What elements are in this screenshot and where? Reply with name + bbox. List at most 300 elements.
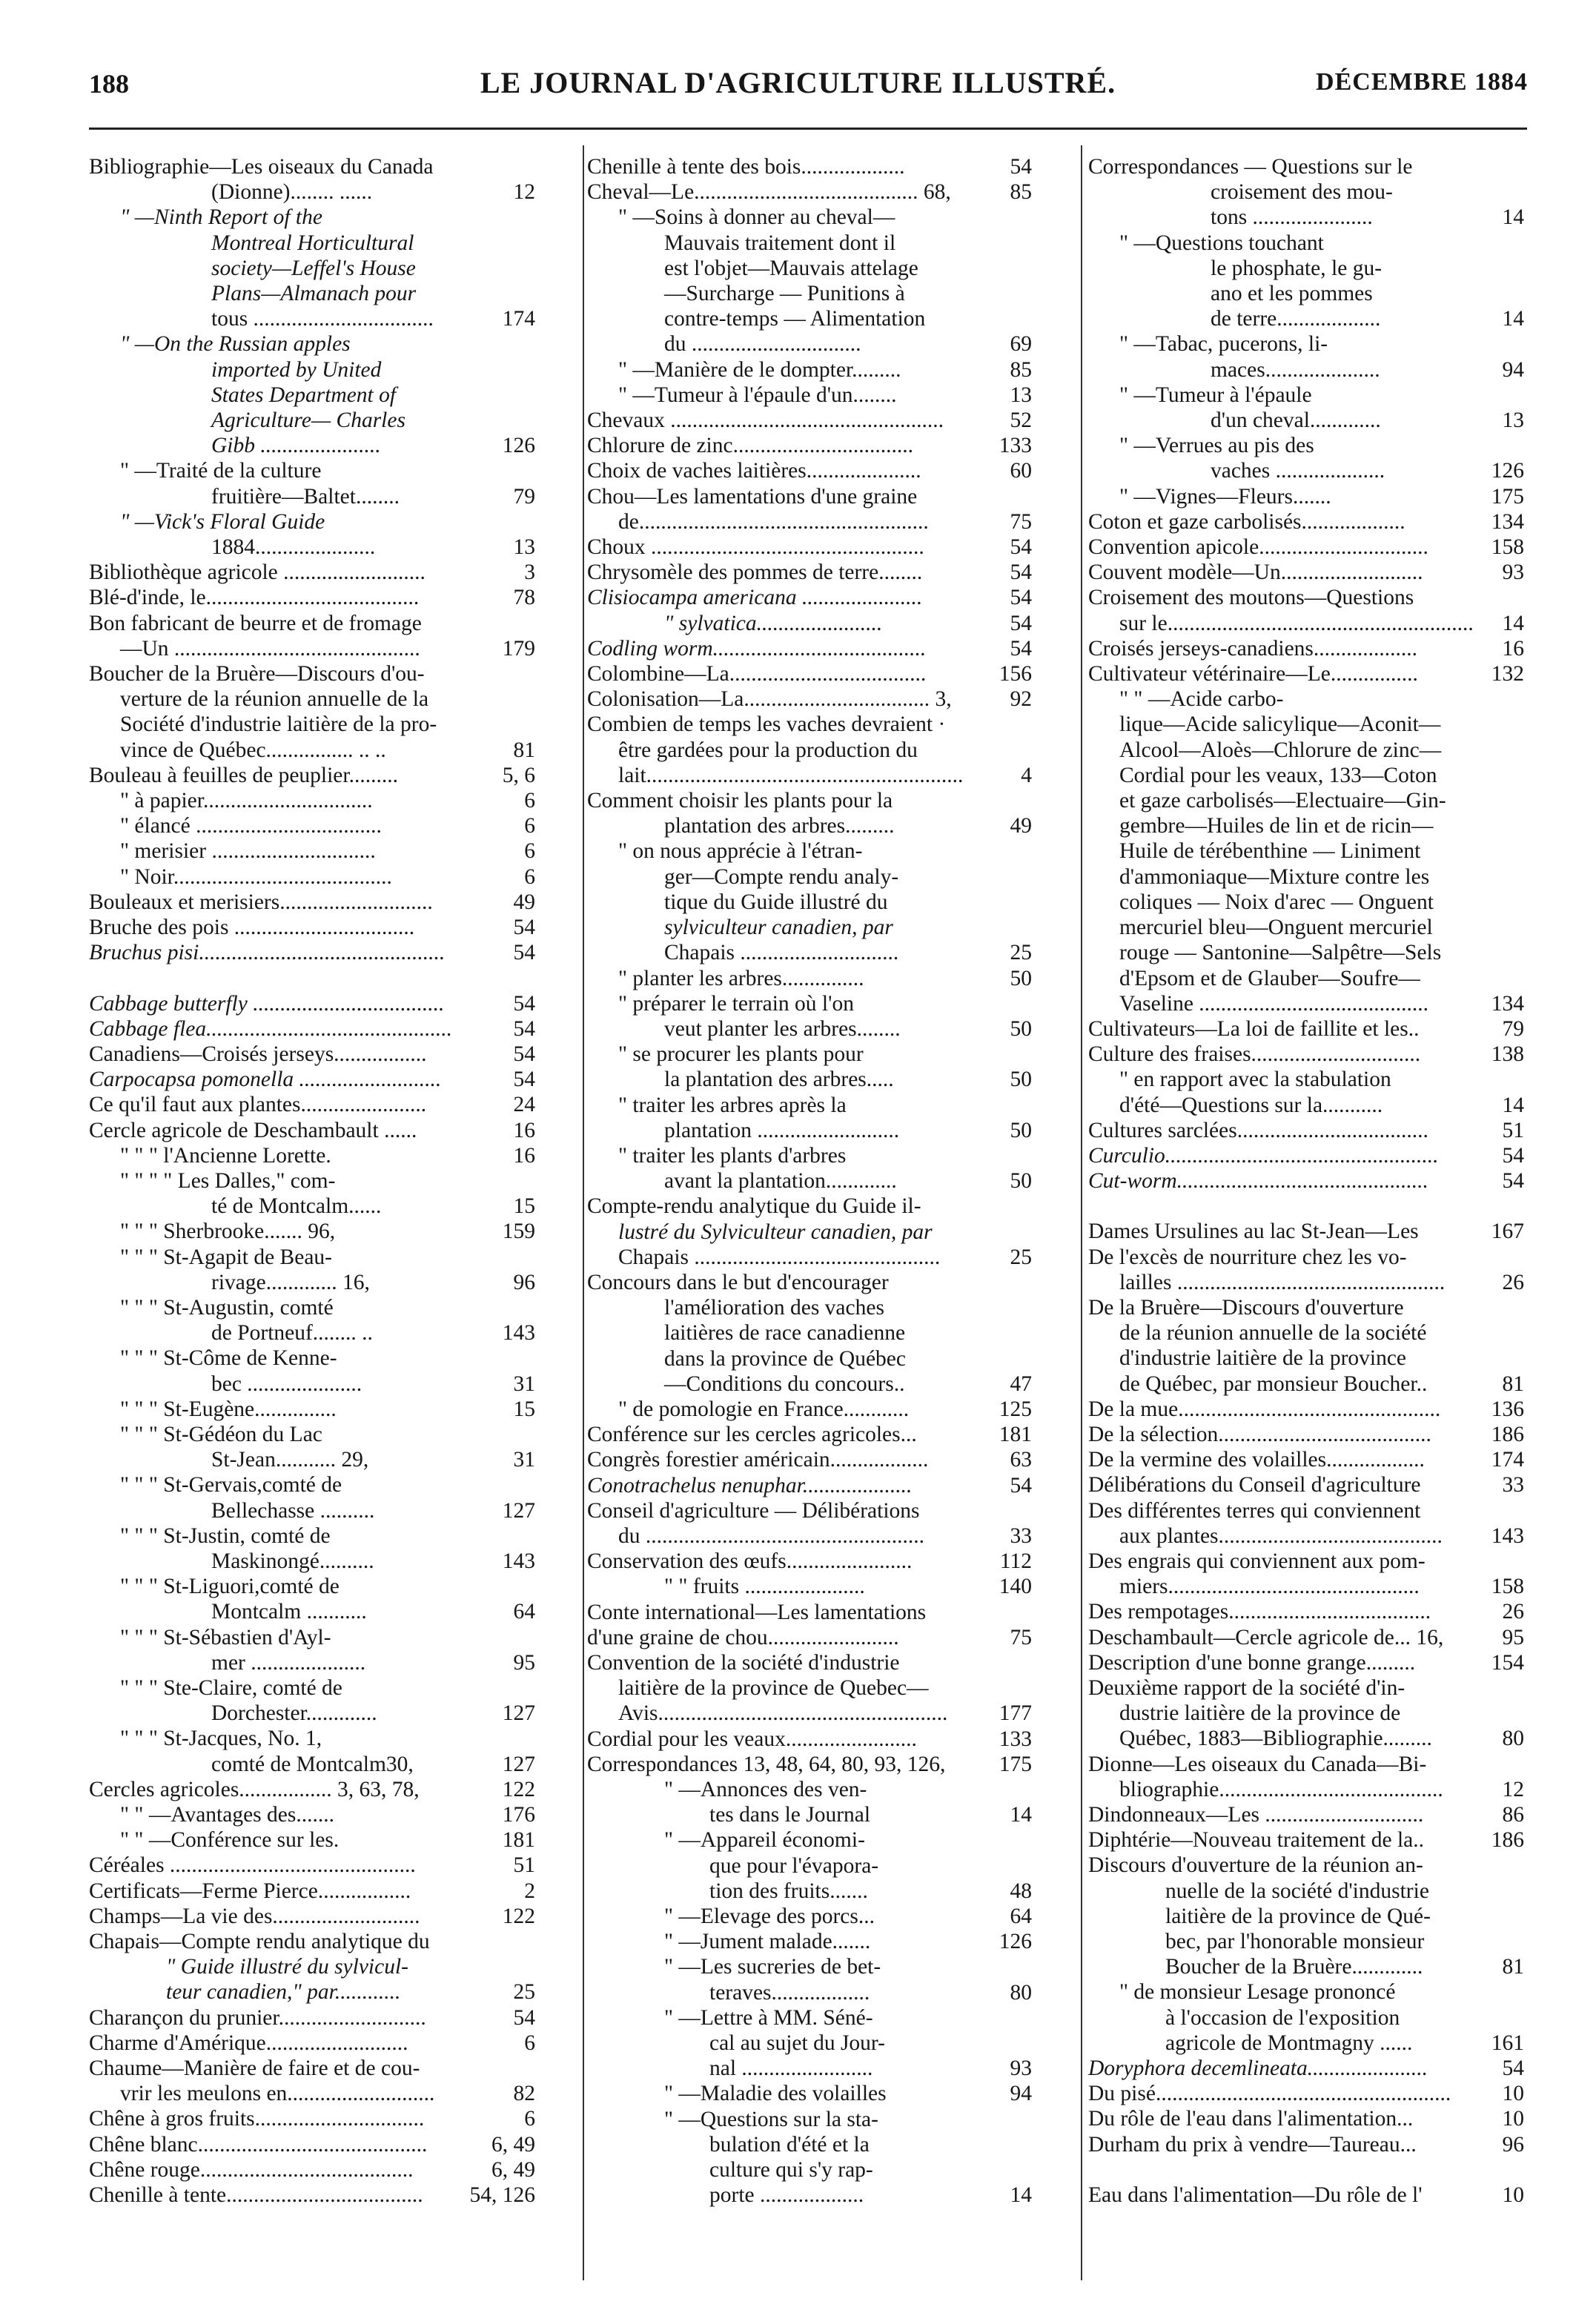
entry-page-ref: 14 bbox=[1010, 2183, 1032, 2208]
index-entry bbox=[1088, 966, 1524, 991]
index-entry bbox=[1088, 331, 1524, 357]
index-entry bbox=[89, 1447, 535, 1472]
index-entry bbox=[89, 1904, 535, 1929]
index-entry bbox=[1088, 509, 1524, 535]
entry-text: Cabbage flea............................................. bbox=[89, 1016, 453, 1041]
index-entry bbox=[587, 763, 1032, 788]
entry-page-ref: 6 bbox=[524, 789, 535, 813]
entry-text: Conte international—Les lamentations bbox=[587, 1600, 927, 1624]
entry-text: rivage............. 16, bbox=[211, 1270, 370, 1294]
entry-page-ref: 33 bbox=[1502, 1473, 1524, 1497]
index-entry bbox=[1088, 1523, 1524, 1549]
index-entry bbox=[587, 1067, 1032, 1092]
index-entry bbox=[587, 231, 1032, 256]
index-entry bbox=[89, 661, 535, 686]
entry-text: Bouleau à feuilles de peuplier......... bbox=[89, 763, 398, 787]
entry-text: Deuxième rapport de la société d'in- bbox=[1088, 1675, 1405, 1700]
entry-text: Des engrais qui conviennent aux pom- bbox=[1088, 1549, 1426, 1573]
entry-text: " —Questions sur la sta- bbox=[664, 2107, 878, 2131]
entry-text: " traiter les arbres après la bbox=[618, 1093, 847, 1117]
index-entry bbox=[89, 1472, 535, 1497]
entry-text: verture de la réunion annuelle de la bbox=[120, 687, 429, 712]
index-entry bbox=[89, 2005, 535, 2031]
entry-text: Convention de la société d'industrie bbox=[587, 1650, 900, 1675]
entry-text: cal au sujet du Jour- bbox=[709, 2031, 885, 2056]
index-entry bbox=[89, 231, 535, 256]
entry-text: " —Jument malade....... bbox=[664, 1930, 871, 1954]
entry-text: " " " St-Eugène............... bbox=[120, 1397, 337, 1421]
entry-page-ref: 50 bbox=[1010, 966, 1032, 990]
entry-text: lustré du Sylviculteur canadien, par bbox=[618, 1219, 933, 1244]
entry-text: d'été—Questions sur la........... bbox=[1119, 1093, 1383, 1117]
index-entry bbox=[587, 1168, 1032, 1194]
entry-page-ref: 85 bbox=[1010, 180, 1032, 205]
entry-page-ref: 159 bbox=[502, 1219, 535, 1244]
index-entry bbox=[1088, 712, 1524, 737]
index-entry bbox=[587, 2005, 1032, 2031]
entry-page-ref: 86 bbox=[1502, 1803, 1524, 1827]
entry-text: Conférence sur les cercles agricoles... bbox=[587, 1423, 917, 1447]
entry-text: culture qui s'y rap- bbox=[709, 2158, 873, 2182]
entry-text: Cultivateur vétérinaire—Le................ bbox=[1088, 662, 1418, 686]
entry-text: Chapais ............................................. bbox=[618, 1245, 941, 1269]
entry-page-ref: 158 bbox=[1491, 535, 1524, 560]
entry-page-ref: 179 bbox=[502, 636, 535, 661]
entry-text: Conotrachelus nenuphar.................... bbox=[587, 1473, 913, 1497]
index-entry bbox=[587, 458, 1032, 483]
index-entry bbox=[1088, 1625, 1524, 1650]
index-entry bbox=[1088, 1879, 1524, 1904]
index-entry bbox=[89, 560, 535, 585]
entry-text: Convention apicole............................... bbox=[1088, 535, 1428, 560]
entry-page-ref: 16 bbox=[513, 1143, 535, 1168]
index-entry bbox=[587, 813, 1032, 838]
index-entry bbox=[89, 686, 535, 712]
entry-text: Des rempotages..................................... bbox=[1088, 1600, 1431, 1624]
entry-text: maces..................... bbox=[1211, 357, 1380, 382]
entry-text: Mauvais traitement dont il bbox=[664, 231, 896, 255]
entry-page-ref: 133 bbox=[999, 1727, 1032, 1751]
index-entry bbox=[89, 636, 535, 661]
entry-page-ref: 134 bbox=[1491, 509, 1524, 534]
entry-text: tous ................................. bbox=[211, 307, 434, 331]
entry-page-ref: 6, 49 bbox=[491, 2157, 535, 2182]
entry-page-ref: 154 bbox=[1491, 1650, 1524, 1675]
entry-text: " —Appareil économi- bbox=[664, 1828, 865, 1853]
entry-text: Congrès forestier américain.................. bbox=[587, 1448, 929, 1472]
index-entry bbox=[89, 2106, 535, 2131]
index-entry bbox=[587, 788, 1032, 813]
entry-page-ref: 54 bbox=[1502, 1143, 1524, 1168]
entry-page-ref: 186 bbox=[1491, 1828, 1524, 1853]
entry-text: Vaseline .......................................... bbox=[1119, 991, 1429, 1016]
entry-text: Chaume—Manière de faire et de cou- bbox=[89, 2056, 420, 2081]
index-entry bbox=[1088, 1853, 1524, 1878]
entry-text: bec ..................... bbox=[211, 1371, 362, 1396]
entry-text: " " " St-Côme de Kenne- bbox=[120, 1346, 337, 1371]
entry-text: bec, par l'honorable monsieur bbox=[1165, 1930, 1425, 1954]
index-entry bbox=[1088, 1472, 1524, 1497]
index-entry bbox=[587, 585, 1032, 610]
index-entry bbox=[89, 1397, 535, 1422]
entry-text: Boucher de la Bruère............. bbox=[1165, 1955, 1423, 1979]
index-entry bbox=[587, 1954, 1032, 1979]
index-entry bbox=[1088, 205, 1524, 230]
index-entry bbox=[89, 1599, 535, 1624]
index-entry bbox=[587, 864, 1032, 890]
entry-text: Chou—Les lamentations d'une graine bbox=[587, 484, 918, 509]
index-entry bbox=[587, 1574, 1032, 1599]
index-entry bbox=[1088, 281, 1524, 306]
index-entry bbox=[89, 2081, 535, 2106]
index-entry bbox=[89, 1016, 535, 1042]
entry-text: Céréales ............................................. bbox=[89, 1853, 416, 1878]
index-entry bbox=[587, 484, 1032, 509]
index-entry bbox=[1088, 2182, 1524, 2208]
entry-text: bliographie......................................... bbox=[1119, 1777, 1443, 1801]
entry-text: " —Vick's Floral Guide bbox=[120, 509, 325, 534]
index-entry bbox=[89, 1118, 535, 1143]
entry-page-ref: 75 bbox=[1010, 509, 1032, 534]
entry-text: Bibliographie—Les oiseaux du Canada bbox=[89, 155, 434, 179]
entry-page-ref: 15 bbox=[513, 1397, 535, 1421]
entry-text: Délibérations du Conseil d'agriculture bbox=[1088, 1473, 1421, 1497]
index-entry bbox=[1088, 1219, 1524, 1244]
index-entry bbox=[587, 1371, 1032, 1397]
entry-page-ref: 94 bbox=[1010, 2082, 1032, 2106]
index-entry bbox=[587, 154, 1032, 179]
index-entry bbox=[89, 1929, 535, 1954]
index-entry bbox=[1088, 1752, 1524, 1777]
entry-spacer bbox=[89, 966, 535, 991]
entry-text: agricole de Montmagny ...... bbox=[1165, 2031, 1413, 2055]
index-entry bbox=[587, 712, 1032, 737]
entry-text: Dindonneaux—Les ............................. bbox=[1088, 1803, 1424, 1827]
entry-text: comté de Montcalm30, bbox=[211, 1752, 414, 1776]
entry-page-ref: 80 bbox=[1010, 1980, 1032, 2005]
entry-page-ref: 47 bbox=[1010, 1371, 1032, 1396]
entry-text: " " —Conférence sur les. bbox=[120, 1828, 340, 1853]
entry-text: " merisier .............................. bbox=[120, 839, 376, 864]
entry-text: gembre—Huiles de lin et de ricin— bbox=[1119, 814, 1434, 838]
index-entry bbox=[587, 1498, 1032, 1523]
entry-page-ref: 140 bbox=[999, 1575, 1032, 1599]
entry-text: mer ..................... bbox=[211, 1650, 366, 1675]
index-entry bbox=[587, 1701, 1032, 1726]
index-entry bbox=[89, 484, 535, 509]
entry-text: Durham du prix à vendre—Taureau... bbox=[1088, 2132, 1417, 2157]
entry-text: Compte-rendu analytique du Guide il- bbox=[587, 1194, 921, 1219]
entry-text: " " " Ste-Claire, comté de bbox=[120, 1675, 342, 1700]
index-entry bbox=[1088, 1371, 1524, 1397]
index-entry bbox=[89, 991, 535, 1016]
entry-text: Champs—La vie des........................... bbox=[89, 1904, 420, 1928]
entry-text: Agriculture— Charles bbox=[211, 408, 405, 433]
entry-text: Charançon du prunier........................... bbox=[89, 2005, 426, 2030]
entry-text: Chêne à gros fruits............................... bbox=[89, 2107, 425, 2131]
entry-text: (Dionne)........ ...... bbox=[211, 180, 373, 205]
entry-text: " " " St-Gédéon du Lac bbox=[120, 1422, 322, 1446]
index-entry bbox=[587, 1042, 1032, 1067]
index-entry bbox=[587, 357, 1032, 383]
entry-page-ref: 143 bbox=[502, 1321, 535, 1346]
entry-text: porte ................... bbox=[709, 2183, 864, 2208]
entry-text: que pour l'évapora- bbox=[709, 1853, 879, 1878]
entry-page-ref: 54 bbox=[513, 916, 535, 940]
index-entry bbox=[1088, 2106, 1524, 2131]
entry-text: " " " St-Agapit de Beau- bbox=[120, 1245, 332, 1269]
index-entry bbox=[587, 1980, 1032, 2005]
entry-text: " Noir........................................ bbox=[120, 864, 392, 889]
entry-page-ref: 13 bbox=[1010, 383, 1032, 407]
entry-page-ref: 82 bbox=[513, 2082, 535, 2106]
entry-text: Carpocapsa pomonella .......................... bbox=[89, 1068, 442, 1092]
entry-text: Bibliothèque agricole .......................... bbox=[89, 560, 426, 585]
index-entry bbox=[89, 1625, 535, 1650]
entry-text: Codling worm....................................... bbox=[587, 636, 927, 661]
entry-text: Du rôle de l'eau dans l'alimentation... bbox=[1088, 2107, 1414, 2131]
index-entry bbox=[587, 1194, 1032, 1219]
entry-page-ref: 12 bbox=[513, 180, 535, 205]
index-entry bbox=[1088, 1827, 1524, 1853]
entry-text: " Guide illustré du sylvicul- bbox=[166, 1955, 408, 1979]
entry-text: Chapais ............................. bbox=[664, 941, 899, 965]
entry-text: Charme d'Amérique.......................... bbox=[89, 2031, 408, 2055]
entry-page-ref: 49 bbox=[1010, 814, 1032, 838]
entry-text: tons ...................... bbox=[1211, 205, 1373, 230]
entry-page-ref: 93 bbox=[1502, 560, 1524, 585]
index-entry bbox=[1088, 1016, 1524, 1042]
index-entry bbox=[89, 1523, 535, 1549]
entry-text: miers.............................................. bbox=[1119, 1575, 1420, 1599]
index-entry bbox=[89, 738, 535, 763]
index-column-3 bbox=[1088, 154, 1524, 2208]
index-entry bbox=[1088, 1320, 1524, 1346]
index-entry bbox=[1088, 1093, 1524, 1118]
index-entry bbox=[89, 2182, 535, 2208]
entry-page-ref: 143 bbox=[502, 1549, 535, 1573]
index-entry bbox=[1088, 661, 1524, 686]
entry-page-ref: 94 bbox=[1502, 357, 1524, 382]
entry-page-ref: 15 bbox=[513, 1194, 535, 1219]
index-entry bbox=[1088, 1701, 1524, 1726]
entry-text: teraves.................. bbox=[709, 1980, 870, 2005]
entry-page-ref: 54 bbox=[1502, 1169, 1524, 1194]
index-entry bbox=[89, 1827, 535, 1853]
index-entry bbox=[1088, 256, 1524, 281]
index-entry bbox=[587, 2081, 1032, 2106]
index-entry bbox=[89, 458, 535, 483]
index-entry bbox=[1088, 179, 1524, 205]
index-entry bbox=[1088, 1042, 1524, 1067]
entry-text: " " " " Les Dalles," com- bbox=[120, 1168, 336, 1193]
entry-page-ref: 6, 49 bbox=[491, 2132, 535, 2157]
index-entry bbox=[89, 1219, 535, 1244]
entry-text: coliques — Noix d'arec — Onguent bbox=[1119, 890, 1434, 914]
entry-text: Choux .................................................. bbox=[587, 535, 924, 560]
index-entry bbox=[1088, 433, 1524, 458]
entry-page-ref: 96 bbox=[513, 1270, 535, 1294]
index-entry bbox=[1088, 1726, 1524, 1751]
entry-page-ref: 10 bbox=[1502, 2082, 1524, 2106]
index-entry bbox=[1088, 1979, 1524, 2005]
entry-text: Société d'industrie laitière de la pro- bbox=[120, 712, 437, 737]
entry-text: Correspondances 13, 48, 64, 80, 93, 126, bbox=[587, 1752, 946, 1776]
entry-text: d'une graine de chou........................ bbox=[587, 1625, 899, 1649]
entry-text: té de Montcalm...... bbox=[211, 1194, 382, 1219]
index-entry bbox=[1088, 1675, 1524, 1701]
entry-text: de Québec, par monsieur Boucher.. bbox=[1119, 1371, 1428, 1396]
entry-text: plantation .......................... bbox=[664, 1118, 900, 1142]
entry-page-ref: 31 bbox=[513, 1448, 535, 1472]
entry-text: Concours dans le but d'encourager bbox=[587, 1270, 889, 1294]
index-entry bbox=[587, 661, 1032, 686]
index-entry bbox=[1088, 1574, 1524, 1599]
entry-text: " —Tumeur à l'épaule d'un........ bbox=[618, 383, 897, 407]
entry-page-ref: 158 bbox=[1491, 1575, 1524, 1599]
index-entry bbox=[89, 1270, 535, 1295]
entry-page-ref: 95 bbox=[513, 1650, 535, 1675]
index-entry bbox=[587, 611, 1032, 636]
entry-text: Colombine—La.................................... bbox=[587, 662, 927, 686]
index-entry bbox=[89, 509, 535, 535]
index-entry bbox=[89, 712, 535, 737]
entry-page-ref: 127 bbox=[502, 1701, 535, 1726]
entry-text: " " fruits ...................... bbox=[664, 1575, 865, 1599]
entry-page-ref: 177 bbox=[999, 1701, 1032, 1726]
index-entry bbox=[89, 331, 535, 357]
entry-text: Gibb ...................... bbox=[211, 434, 381, 458]
index-entry bbox=[587, 890, 1032, 915]
entry-spacer bbox=[1088, 1194, 1524, 1219]
entry-text: Croisés jerseys-canadiens................... bbox=[1088, 636, 1418, 661]
entry-page-ref: 54 bbox=[1010, 636, 1032, 661]
entry-text: Montcalm ........... bbox=[211, 1600, 367, 1624]
entry-page-ref: 175 bbox=[1491, 484, 1524, 509]
entry-page-ref: 6 bbox=[524, 839, 535, 864]
entry-text: teur canadien," par............ bbox=[166, 1980, 401, 2005]
index-entry bbox=[1088, 1143, 1524, 1168]
index-entry bbox=[587, 1879, 1032, 1904]
entry-page-ref: 95 bbox=[1502, 1625, 1524, 1649]
entry-text: Bellechasse .......... bbox=[211, 1498, 375, 1523]
index-entry bbox=[1088, 2005, 1524, 2031]
entry-page-ref: 25 bbox=[1010, 941, 1032, 965]
entry-page-ref: 64 bbox=[1010, 1904, 1032, 1929]
index-entry bbox=[587, 331, 1032, 357]
index-entry bbox=[587, 2031, 1032, 2056]
entry-text: Cultivateurs—La loi de faillite et les.. bbox=[1088, 1016, 1420, 1041]
entry-page-ref: 75 bbox=[1010, 1625, 1032, 1649]
entry-page-ref: 138 bbox=[1491, 1042, 1524, 1067]
entry-page-ref: 24 bbox=[513, 1093, 535, 1117]
entry-text: " —Traité de la culture bbox=[120, 459, 322, 483]
entry-text: " en rapport avec la stabulation bbox=[1119, 1068, 1391, 1092]
entry-text: Dionne—Les oiseaux du Canada—Bi- bbox=[1088, 1752, 1427, 1776]
index-entry bbox=[1088, 357, 1524, 383]
index-entry bbox=[89, 1346, 535, 1371]
entry-page-ref: 54 bbox=[513, 1042, 535, 1066]
entry-page-ref: 14 bbox=[1502, 307, 1524, 331]
index-entry bbox=[587, 306, 1032, 331]
index-entry bbox=[587, 1650, 1032, 1675]
entry-page-ref: 2 bbox=[524, 1879, 535, 1903]
entry-text: ger—Compte rendu analy- bbox=[664, 864, 899, 889]
entry-text: —Conditions du concours.. bbox=[664, 1371, 905, 1396]
index-entry bbox=[89, 1422, 535, 1447]
index-entry bbox=[1088, 154, 1524, 179]
entry-text: du ............................... bbox=[664, 332, 861, 357]
entry-page-ref: 25 bbox=[1010, 1245, 1032, 1269]
entry-text: De la vermine des volailles.................. bbox=[1088, 1448, 1425, 1472]
entry-text: De la sélection....................................... bbox=[1088, 1422, 1431, 1446]
index-entry bbox=[1088, 763, 1524, 788]
entry-page-ref: 50 bbox=[1010, 1118, 1032, 1142]
index-entry bbox=[587, 1346, 1032, 1371]
entry-text: —Surcharge — Punitions à bbox=[664, 282, 905, 306]
index-entry bbox=[587, 1016, 1032, 1042]
index-entry bbox=[1088, 2081, 1524, 2106]
entry-text: tion des fruits....... bbox=[709, 1879, 868, 1903]
index-entry bbox=[89, 1675, 535, 1701]
entry-page-ref: 156 bbox=[999, 662, 1032, 686]
index-entry bbox=[587, 1143, 1032, 1168]
index-entry bbox=[89, 256, 535, 281]
entry-text: d'Epsom et de Glauber—Soufre— bbox=[1119, 966, 1420, 990]
entry-text: Cheval—Le......................................... 68, bbox=[587, 180, 951, 205]
index-entry bbox=[1088, 1245, 1524, 1270]
index-entry bbox=[89, 281, 535, 306]
entry-page-ref: 14 bbox=[1502, 205, 1524, 230]
index-entry bbox=[89, 535, 535, 560]
index-entry bbox=[89, 864, 535, 890]
index-entry bbox=[587, 1093, 1032, 1118]
index-entry bbox=[587, 509, 1032, 535]
entry-text: rouge — Santonine—Salpêtre—Sels bbox=[1119, 941, 1442, 965]
entry-page-ref: 136 bbox=[1491, 1397, 1524, 1421]
entry-text: être gardées pour la production du bbox=[618, 738, 918, 762]
entry-text: sylviculteur canadien, par bbox=[664, 916, 893, 940]
entry-text: " on nous apprécie à l'étran- bbox=[618, 839, 863, 864]
issue-date: DÉCEMBRE 1884 bbox=[1316, 68, 1528, 96]
index-entry bbox=[89, 585, 535, 610]
entry-page-ref: 50 bbox=[1010, 1016, 1032, 1041]
entry-text: Choix de vaches laitières..................... bbox=[587, 459, 921, 483]
index-entry bbox=[89, 1853, 535, 1878]
index-entry bbox=[1088, 1802, 1524, 1827]
entry-page-ref: 16 bbox=[513, 1118, 535, 1142]
entry-text: De l'excès de nourriture chez les vo- bbox=[1088, 1245, 1407, 1269]
index-entry bbox=[89, 1954, 535, 1979]
index-entry bbox=[587, 1802, 1032, 1827]
entry-text: Blé-d'inde, le....................................... bbox=[89, 586, 420, 610]
index-entry bbox=[587, 256, 1032, 281]
entry-text: " " " l'Ancienne Lorette. bbox=[120, 1143, 331, 1168]
entry-text: avant la plantation............. bbox=[664, 1169, 897, 1194]
entry-text: Bouleaux et merisiers............................ bbox=[89, 890, 433, 914]
entry-text: " se procurer les plants pour bbox=[618, 1042, 864, 1067]
entry-page-ref: 54 bbox=[1502, 2056, 1524, 2081]
index-entry bbox=[587, 535, 1032, 560]
entry-page-ref: 6 bbox=[524, 2107, 535, 2131]
entry-text: " —Soins à donner au cheval— bbox=[618, 205, 895, 230]
index-entry bbox=[89, 1194, 535, 1219]
index-entry bbox=[587, 1727, 1032, 1752]
entry-page-ref: 14 bbox=[1502, 1093, 1524, 1117]
index-entry bbox=[1088, 788, 1524, 813]
index-entry bbox=[1088, 1168, 1524, 1194]
entry-page-ref: 127 bbox=[502, 1752, 535, 1776]
